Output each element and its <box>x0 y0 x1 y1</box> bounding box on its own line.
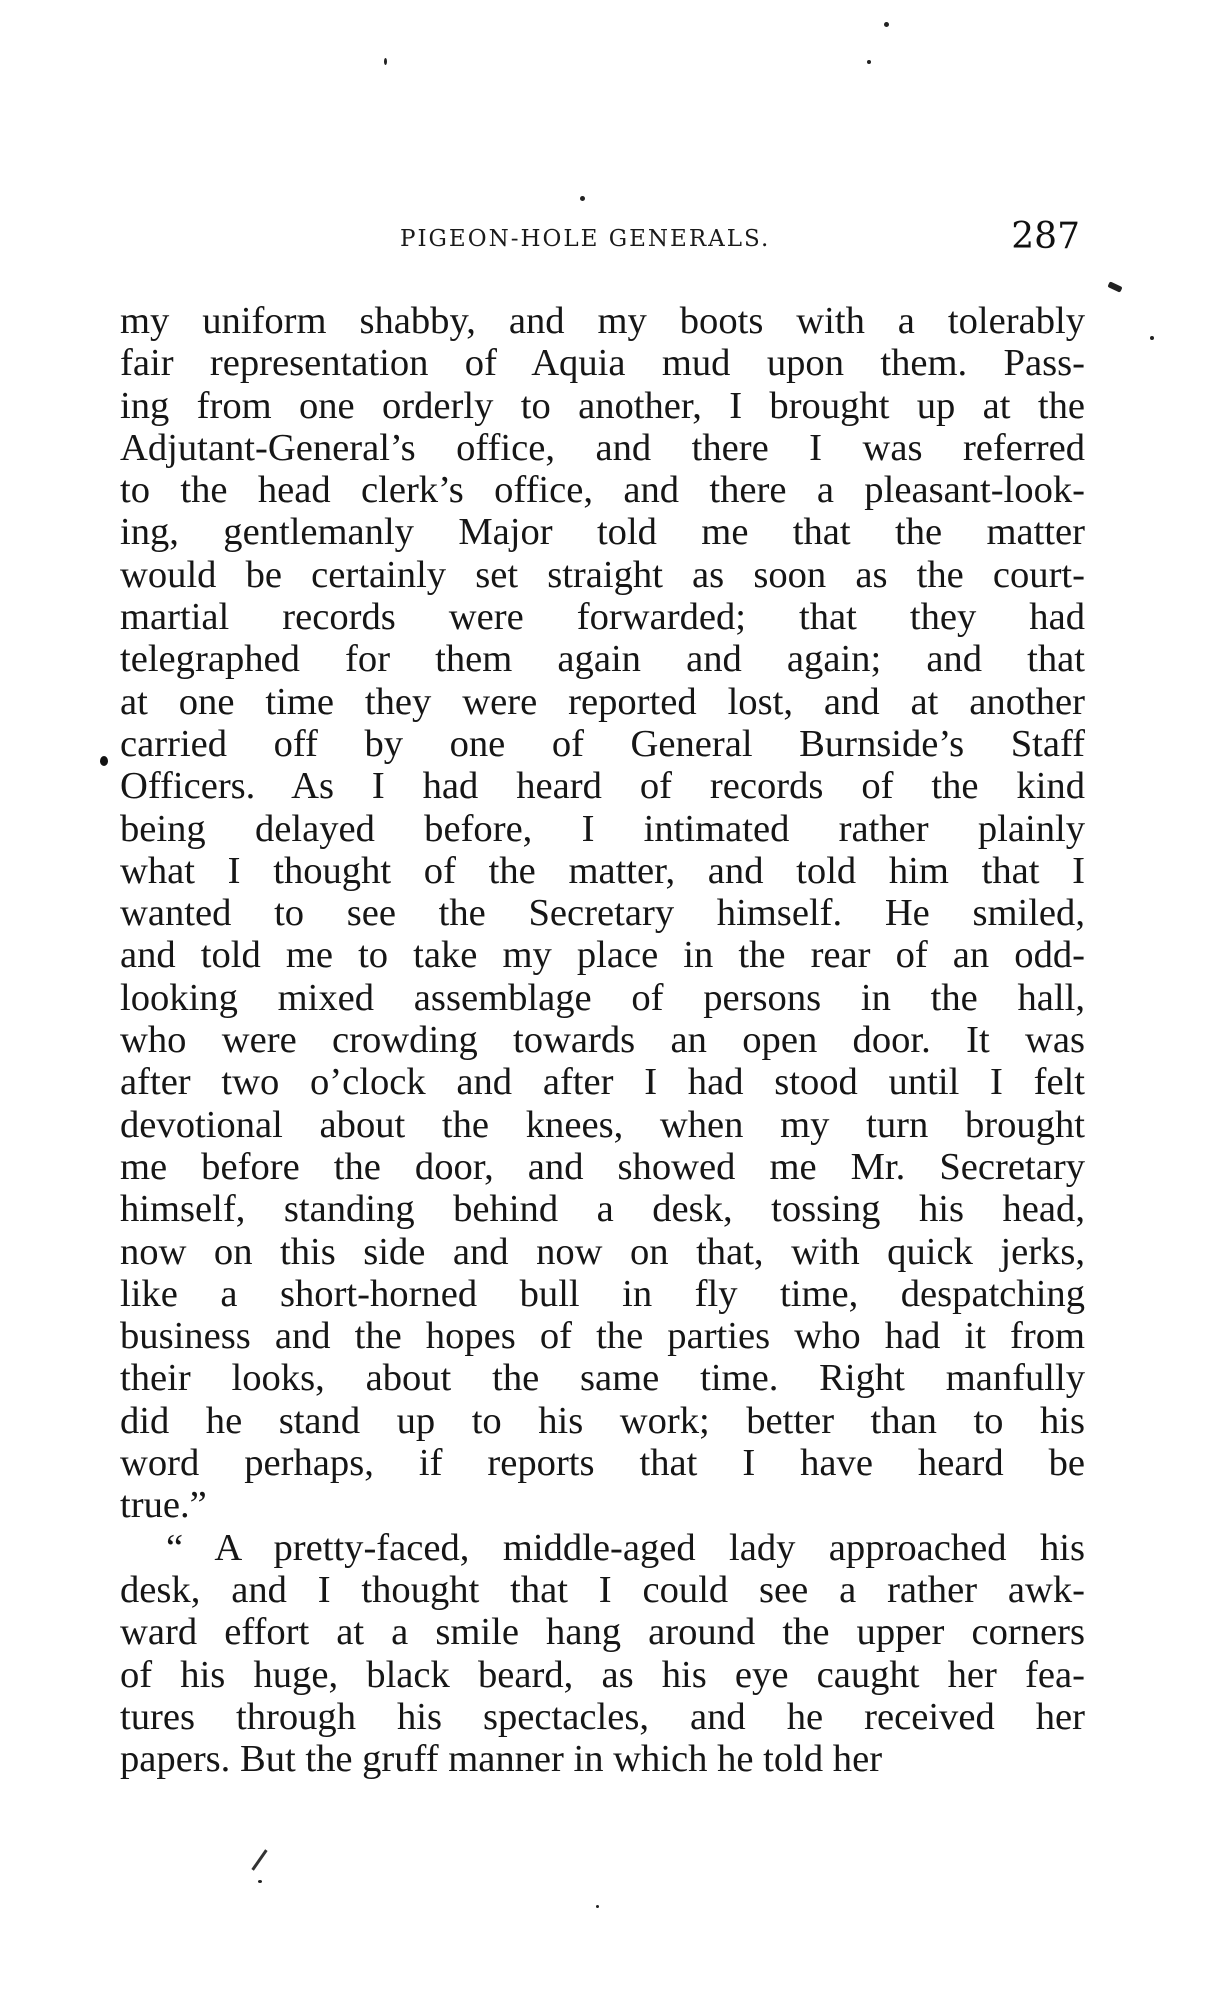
scan-speck <box>867 60 871 64</box>
text-line: after two o’clock and after I had stood until I felt <box>120 1061 1085 1104</box>
text-line: what I thought of the matter, and told him that I <box>120 849 1085 892</box>
text-line: telegraphed for them again and again; and that <box>120 638 1085 681</box>
text-line: Officers. As I had heard of records of the kind <box>120 765 1085 808</box>
text-line: martial records were forwarded; that they had <box>120 596 1085 639</box>
text-line: would be certainly set straight as soon as the court- <box>120 553 1085 596</box>
text-line: Adjutant-General’s office, and there I was referred <box>120 426 1085 469</box>
text-line: and told me to take my place in the rear of an odd- <box>120 934 1085 977</box>
text-line: papers. But the gruff manner in which he told her <box>120 1738 883 1781</box>
page-number: 287 <box>1011 216 1080 257</box>
text-line: word perhaps, if reports that I have heard be <box>120 1442 1085 1485</box>
text-line: carried off by one of General Burnside’s Staff <box>120 722 1085 765</box>
text-line: of his huge, black beard, as his eye caught her fea- <box>120 1653 1085 1696</box>
text-line: to the head clerk’s office, and there a pleasant-look- <box>120 469 1085 512</box>
text-line: ward effort at a smile hang around the upper corners <box>120 1611 1085 1654</box>
scan-mark <box>251 1849 267 1870</box>
text-line: business and the hopes of the parties who had it from <box>120 1315 1085 1358</box>
text-line: true.” <box>120 1484 207 1527</box>
text-line: now on this side and now on that, with quick jerks, <box>120 1230 1085 1273</box>
text-line: who were crowding towards an open door. It was <box>120 1019 1085 1062</box>
text-line: “ A pretty-faced, middle-aged lady approached his <box>166 1526 1085 1569</box>
text-line: my uniform shabby, and my boots with a tolerably <box>120 300 1085 342</box>
text-line: ing from one orderly to another, I brought up at the <box>120 384 1085 427</box>
text-line: desk, and I thought that I could see a rather awk- <box>120 1568 1085 1611</box>
running-head <box>120 216 1080 266</box>
scan-speck <box>384 58 387 65</box>
scan-speck <box>1150 336 1154 340</box>
scan-speck <box>596 1905 599 1908</box>
text-line: tures through his spectacles, and he received her <box>120 1695 1085 1738</box>
text-line: me before the door, and showed me Mr. Secretary <box>120 1145 1085 1188</box>
text-line: fair representation of Aquia mud upon them. Pass- <box>120 342 1085 385</box>
margin-dot <box>100 756 108 766</box>
text-line: ing, gentlemanly Major told me that the matter <box>120 511 1085 554</box>
scan-speck <box>258 1880 262 1883</box>
running-title: PIGEON-HOLE GENERALS. <box>400 226 771 252</box>
text-line: did he stand up to his work; better than to his <box>120 1399 1085 1442</box>
text-line: devotional about the knees, when my turn brought <box>120 1103 1085 1146</box>
text-line: their looks, about the same time. Right manfully <box>120 1357 1085 1400</box>
text-line: like a short-horned bull in fly time, despatching <box>120 1272 1085 1315</box>
text-line: wanted to see the Secretary himself. He smiled, <box>120 892 1085 935</box>
body-text <box>120 300 1085 1780</box>
scan-mark <box>1107 281 1122 292</box>
text-line: at one time they were reported lost, and at another <box>120 680 1085 723</box>
text-line: being delayed before, I intimated rather plainly <box>120 807 1085 850</box>
text-line: himself, standing behind a desk, tossing his head, <box>120 1188 1085 1231</box>
text-line: looking mixed assemblage of persons in the hall, <box>120 976 1085 1019</box>
scan-speck <box>884 22 889 27</box>
scan-speck <box>580 196 585 201</box>
